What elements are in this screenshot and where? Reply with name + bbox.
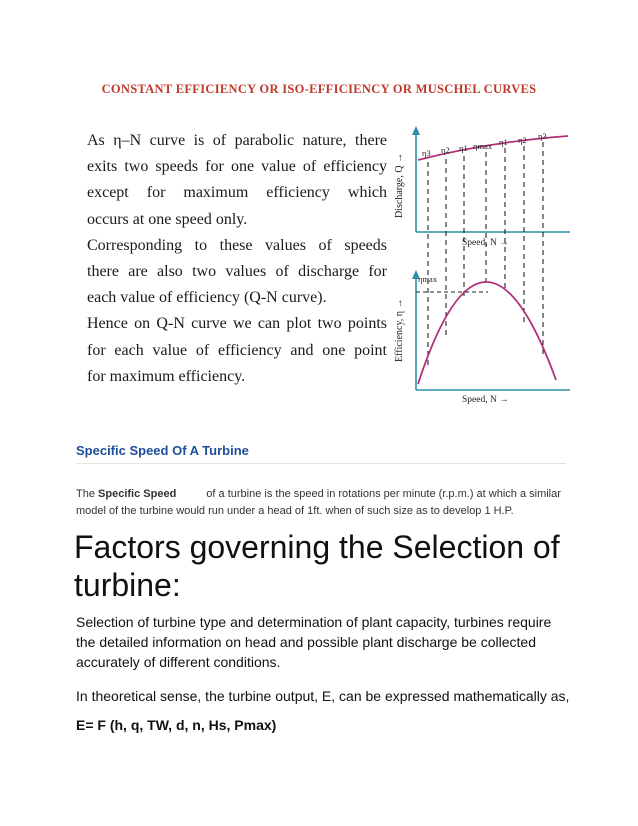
paragraph-line: exits two speeds for one value of efficiency (87, 158, 387, 176)
paragraph-line: except for maximum efficiency which (87, 184, 387, 202)
eta-label: η2 (518, 135, 527, 145)
factors-title: Factors governing the Selection of turbine: (74, 529, 560, 603)
paragraph-line: for maximum efficiency. (87, 367, 246, 385)
section-heading: Specific Speed Of A Turbine (76, 443, 249, 458)
specific-speed-text (76, 486, 566, 520)
page-title: CONSTANT EFFICIENCY OR ISO-EFFICIENCY OR MUSCHEL CURVES (101, 82, 537, 96)
turbine-output-formula: E= F (h, q, TW, d, n, Hs, Pmax) (76, 717, 277, 733)
paragraph-line: for each value of efficiency and one point (87, 341, 387, 359)
specific-speed-prefix: The (76, 488, 95, 500)
top-y-label: Discharge, Q → (394, 152, 405, 218)
specific-speed-term: Specific Speed (98, 488, 177, 500)
eta-label: ηmax (473, 141, 493, 151)
paragraph-line: Hence on Q-N curve we can plot two points (87, 315, 387, 333)
top-x-label: Speed, N → (462, 238, 509, 248)
paragraph-line: each value of efficiency (Q-N curve). (87, 289, 327, 307)
eta-label: η3 (422, 148, 431, 158)
divider (76, 463, 566, 464)
factors-paragraph-2: In theoretical sense, the turbine output, E, can be expressed mathematically as, (76, 688, 570, 704)
specific-speed-definition: of a turbine is the speed in rotations per minute (r.p.m.) at which a similar model of the turbine would run under a head of 1ft. when of such size as to develop 1 H.P. (76, 488, 561, 517)
muschel-curves-diagram (388, 122, 570, 404)
eta-label: η1 (459, 143, 468, 153)
paragraph-line: Corresponding to these values of speeds (87, 236, 387, 254)
eta-label: η2 (441, 145, 450, 155)
paragraph-line: there are also two values of discharge for (87, 263, 387, 281)
explanation-paragraph (87, 128, 387, 390)
bottom-y-label: Efficiency, η → (394, 298, 405, 362)
eta-label: η3 (538, 131, 547, 141)
eta-max-label: ηmax (418, 274, 438, 284)
eta-label: η1 (499, 137, 508, 147)
factors-paragraph-1: Selection of turbine type and determination of plant capacity, turbines require the detailed information on head and possible plant discharge be collected accurately of different conditions. (76, 614, 552, 670)
paragraph-line: occurs at one speed only. (87, 210, 248, 228)
bottom-x-label: Speed, N → (462, 395, 509, 404)
paragraph-line: As η–N curve is of parabolic nature, there (87, 132, 387, 149)
